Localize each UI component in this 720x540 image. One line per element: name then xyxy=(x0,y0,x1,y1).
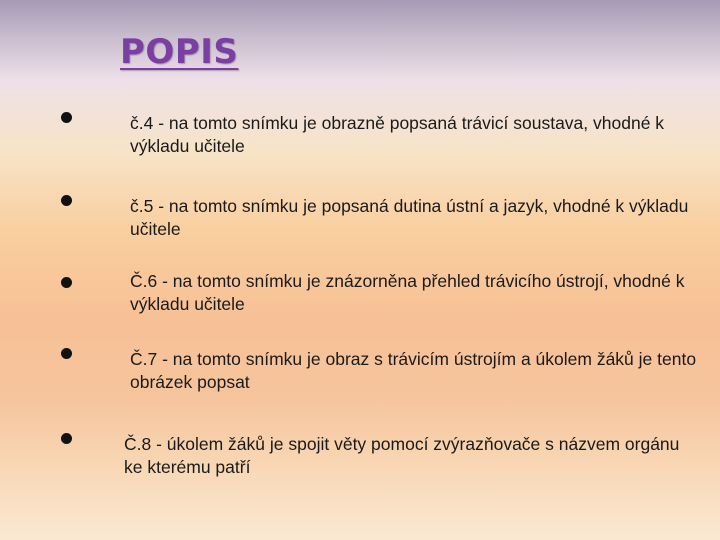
bullet-dot-icon xyxy=(61,195,72,206)
bullet-dot-icon xyxy=(61,433,72,444)
bullet-text: č.4 - na tomto snímku je obrazně popsaná trávicí soustava, vhodné k výkladu učitele xyxy=(130,113,665,156)
bullet-text: Č.8 - úkolem žáků je spojit věty pomocí zvýrazňovače s názvem orgánu ke kterému patří xyxy=(124,434,680,477)
bullet-text: Č.7 - na tomto snímku je obraz s trávicím ústrojím a úkolem žáků je tento obrázek popsat xyxy=(130,349,697,392)
bullet-dot-icon xyxy=(61,277,72,288)
bullet-dot-icon xyxy=(61,112,72,123)
slide-title: POPIS xyxy=(120,32,239,72)
bullet-text: č.5 - na tomto snímku je popsaná dutina ústní a jazyk, vhodné k výkladu učitele xyxy=(130,196,689,239)
bullet-text: Č.6 - na tomto snímku je znázorněna přehled trávicího ústrojí, vhodné k výkladu učitele xyxy=(130,271,685,314)
bullet-dot-icon xyxy=(61,348,72,359)
